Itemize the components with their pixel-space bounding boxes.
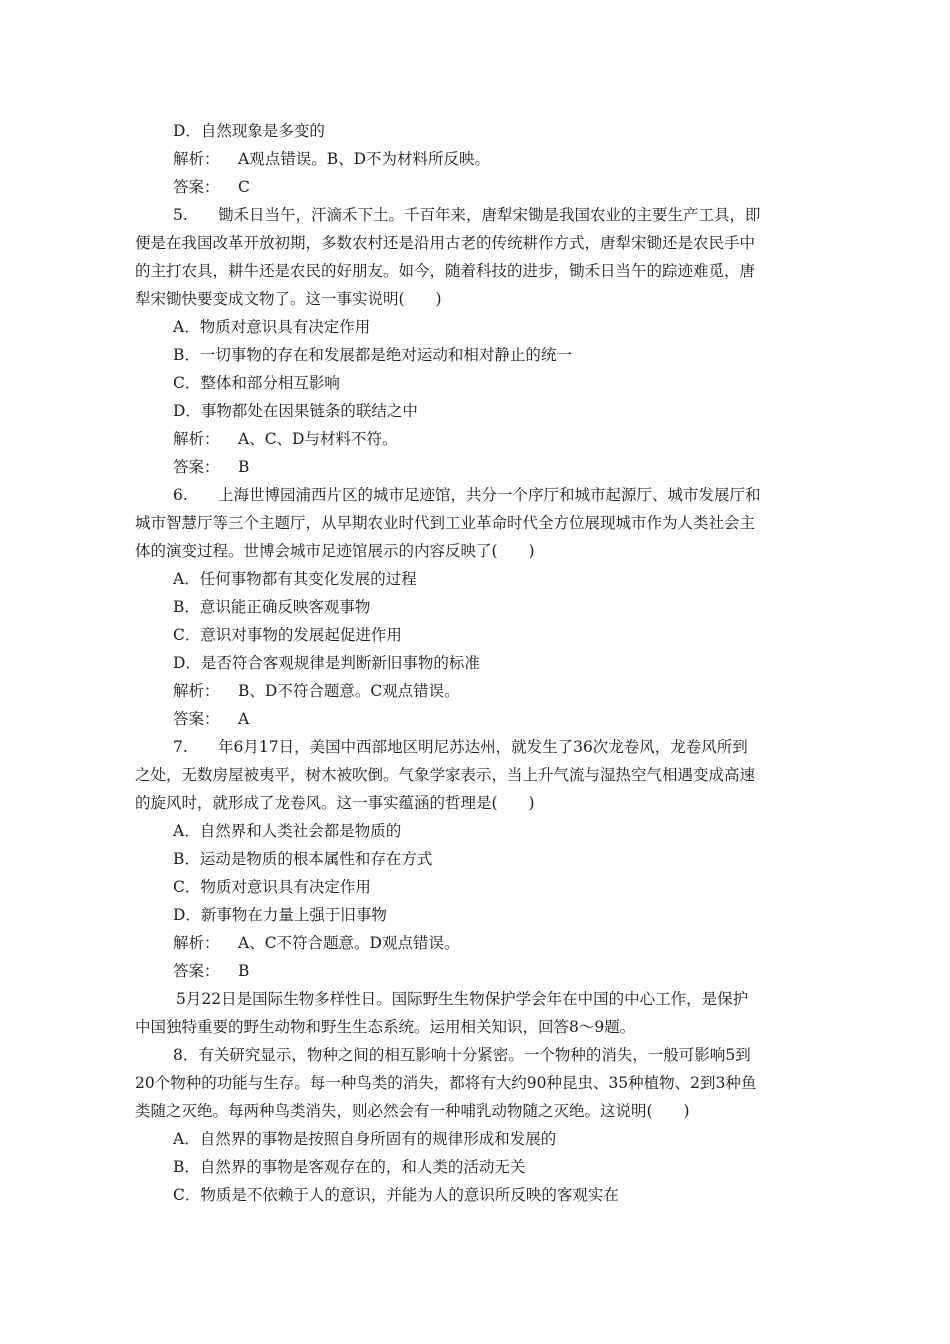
- answer-label: 答案：: [173, 962, 220, 980]
- answer-label: 答案：: [173, 710, 220, 728]
- question-8-stem-line3: 类随之灭绝。每两种鸟类消失，则必然会有一种哺乳动物随之灭绝。这说明( ): [135, 1102, 690, 1120]
- option-d-q7: D．新事物在力量上强于旧事物: [173, 906, 387, 924]
- analysis-text: A观点错误。B、D不为材料所反映。: [238, 150, 491, 168]
- option-c-q6: C．意识对事物的发展起促进作用: [173, 626, 402, 644]
- question-5-number: 5.: [173, 206, 188, 224]
- answer-value: B: [238, 962, 250, 980]
- passage-intro-line1: 5月22日是国际生物多样性日。国际野生生物保护学会年在中国的中心工作，是保护: [176, 990, 749, 1008]
- question-5-stem-line1: 锄禾日当午，汗滴禾下土。千百年来，唐犁宋锄是我国农业的主要生产工具，即: [218, 206, 761, 224]
- option-c-q8: C．物质是不依赖于人的意识，并能为人的意识所反映的客观实在: [173, 1186, 619, 1204]
- question-8-stem-line1: 8．有关研究显示，物种之间的相互影响十分紧密。一个物种的消失，一般可影响5到: [173, 1046, 751, 1064]
- question-6-stem-line1: 上海世博园浦西片区的城市足迹馆，共分一个序厅和城市起源厅、城市发展厅和: [218, 486, 761, 504]
- option-b-q7: B．运动是物质的根本属性和存在方式: [173, 850, 433, 868]
- answer-value: A: [238, 710, 250, 728]
- analysis-q5: [173, 429, 397, 449]
- question-6-stem-line2: 城市智慧厅等三个主题厅，从早期农业时代到工业革命时代全方位展现城市作为人类社会主: [135, 514, 756, 532]
- option-b-q8: B．自然界的事物是客观存在的，和人类的活动无关: [173, 1158, 526, 1176]
- answer-value: C: [238, 178, 250, 196]
- analysis-q4: [173, 149, 490, 169]
- answer-q6: [173, 709, 249, 729]
- option-d-q4: D．自然现象是多变的: [173, 122, 325, 140]
- question-5-stem-line4: 犁宋锄快要变成文物了。这一事实说明( ): [135, 290, 442, 308]
- answer-label: 答案：: [173, 178, 220, 196]
- option-b-q5: B．一切事物的存在和发展都是绝对运动和相对静止的统一: [173, 346, 572, 364]
- option-a-q7: A．自然界和人类社会都是物质的: [173, 822, 402, 840]
- option-d-q5: D．事物都处在因果链条的联结之中: [173, 402, 418, 420]
- passage-intro-line2: 中国独特重要的野生动物和野生生态系统。运用相关知识，回答8～9题。: [135, 1018, 636, 1036]
- analysis-text: B、D不符合题意。C观点错误。: [238, 682, 460, 700]
- analysis-text: A、C不符合题意。D观点错误。: [238, 934, 460, 952]
- option-c-q5: C．整体和部分相互影响: [173, 374, 340, 392]
- question-6-stem-line3: 体的演变过程。世博会城市足迹馆展示的内容反映了( ): [135, 542, 535, 560]
- option-a-q5: A．物质对意识具有决定作用: [173, 318, 371, 336]
- analysis-label: 解析：: [173, 934, 220, 952]
- option-a-q6: A．任何事物都有其变化发展的过程: [173, 570, 417, 588]
- question-8-stem-line2: 20个物种的功能与生存。每一种鸟类的消失，都将有大约90种昆虫、35种植物、2到3种鱼: [135, 1074, 757, 1092]
- question-7-stem-line2: 之处，无数房屋被夷平，树木被吹倒。气象学家表示，当上升气流与湿热空气相遇变成高速: [135, 766, 756, 784]
- answer-q5: [173, 457, 249, 477]
- question-5-stem-line3: 的主打农具，耕牛还是农民的好朋友。如今，随着科技的进步，锄禾日当午的踪迹难觅，唐: [135, 262, 756, 280]
- question-7-stem-line3: 的旋风时，就形成了龙卷风。这一事实蕴涵的哲理是( ): [135, 794, 535, 812]
- answer-value: B: [238, 458, 250, 476]
- option-c-q7: C．物质对意识具有决定作用: [173, 878, 371, 896]
- question-6-number: 6.: [173, 486, 188, 504]
- answer-q7: [173, 961, 249, 981]
- analysis-label: 解析：: [173, 682, 220, 700]
- analysis-label: 解析：: [173, 150, 220, 168]
- question-5-stem-line2: 便是在我国改革开放初期，多数农村还是沿用古老的传统耕作方式，唐犁宋锄还是农民手中: [135, 234, 756, 252]
- answer-label: 答案：: [173, 458, 220, 476]
- question-7-stem-line1: 年6月17日，美国中西部地区明尼苏达州，就发生了36次龙卷风，龙卷风所到: [218, 738, 748, 756]
- question-7-number: 7.: [173, 738, 188, 756]
- option-a-q8: A．自然界的事物是按照自身所固有的规律形成和发展的: [173, 1130, 557, 1148]
- answer-q4: [173, 177, 250, 197]
- analysis-q6: [173, 681, 460, 701]
- analysis-text: A、C、D与材料不符。: [238, 430, 398, 448]
- option-b-q6: B．意识能正确反映客观事物: [173, 598, 371, 616]
- option-d-q6: D．是否符合客观规律是判断新旧事物的标准: [173, 654, 480, 672]
- analysis-label: 解析：: [173, 430, 220, 448]
- analysis-q7: [173, 933, 459, 953]
